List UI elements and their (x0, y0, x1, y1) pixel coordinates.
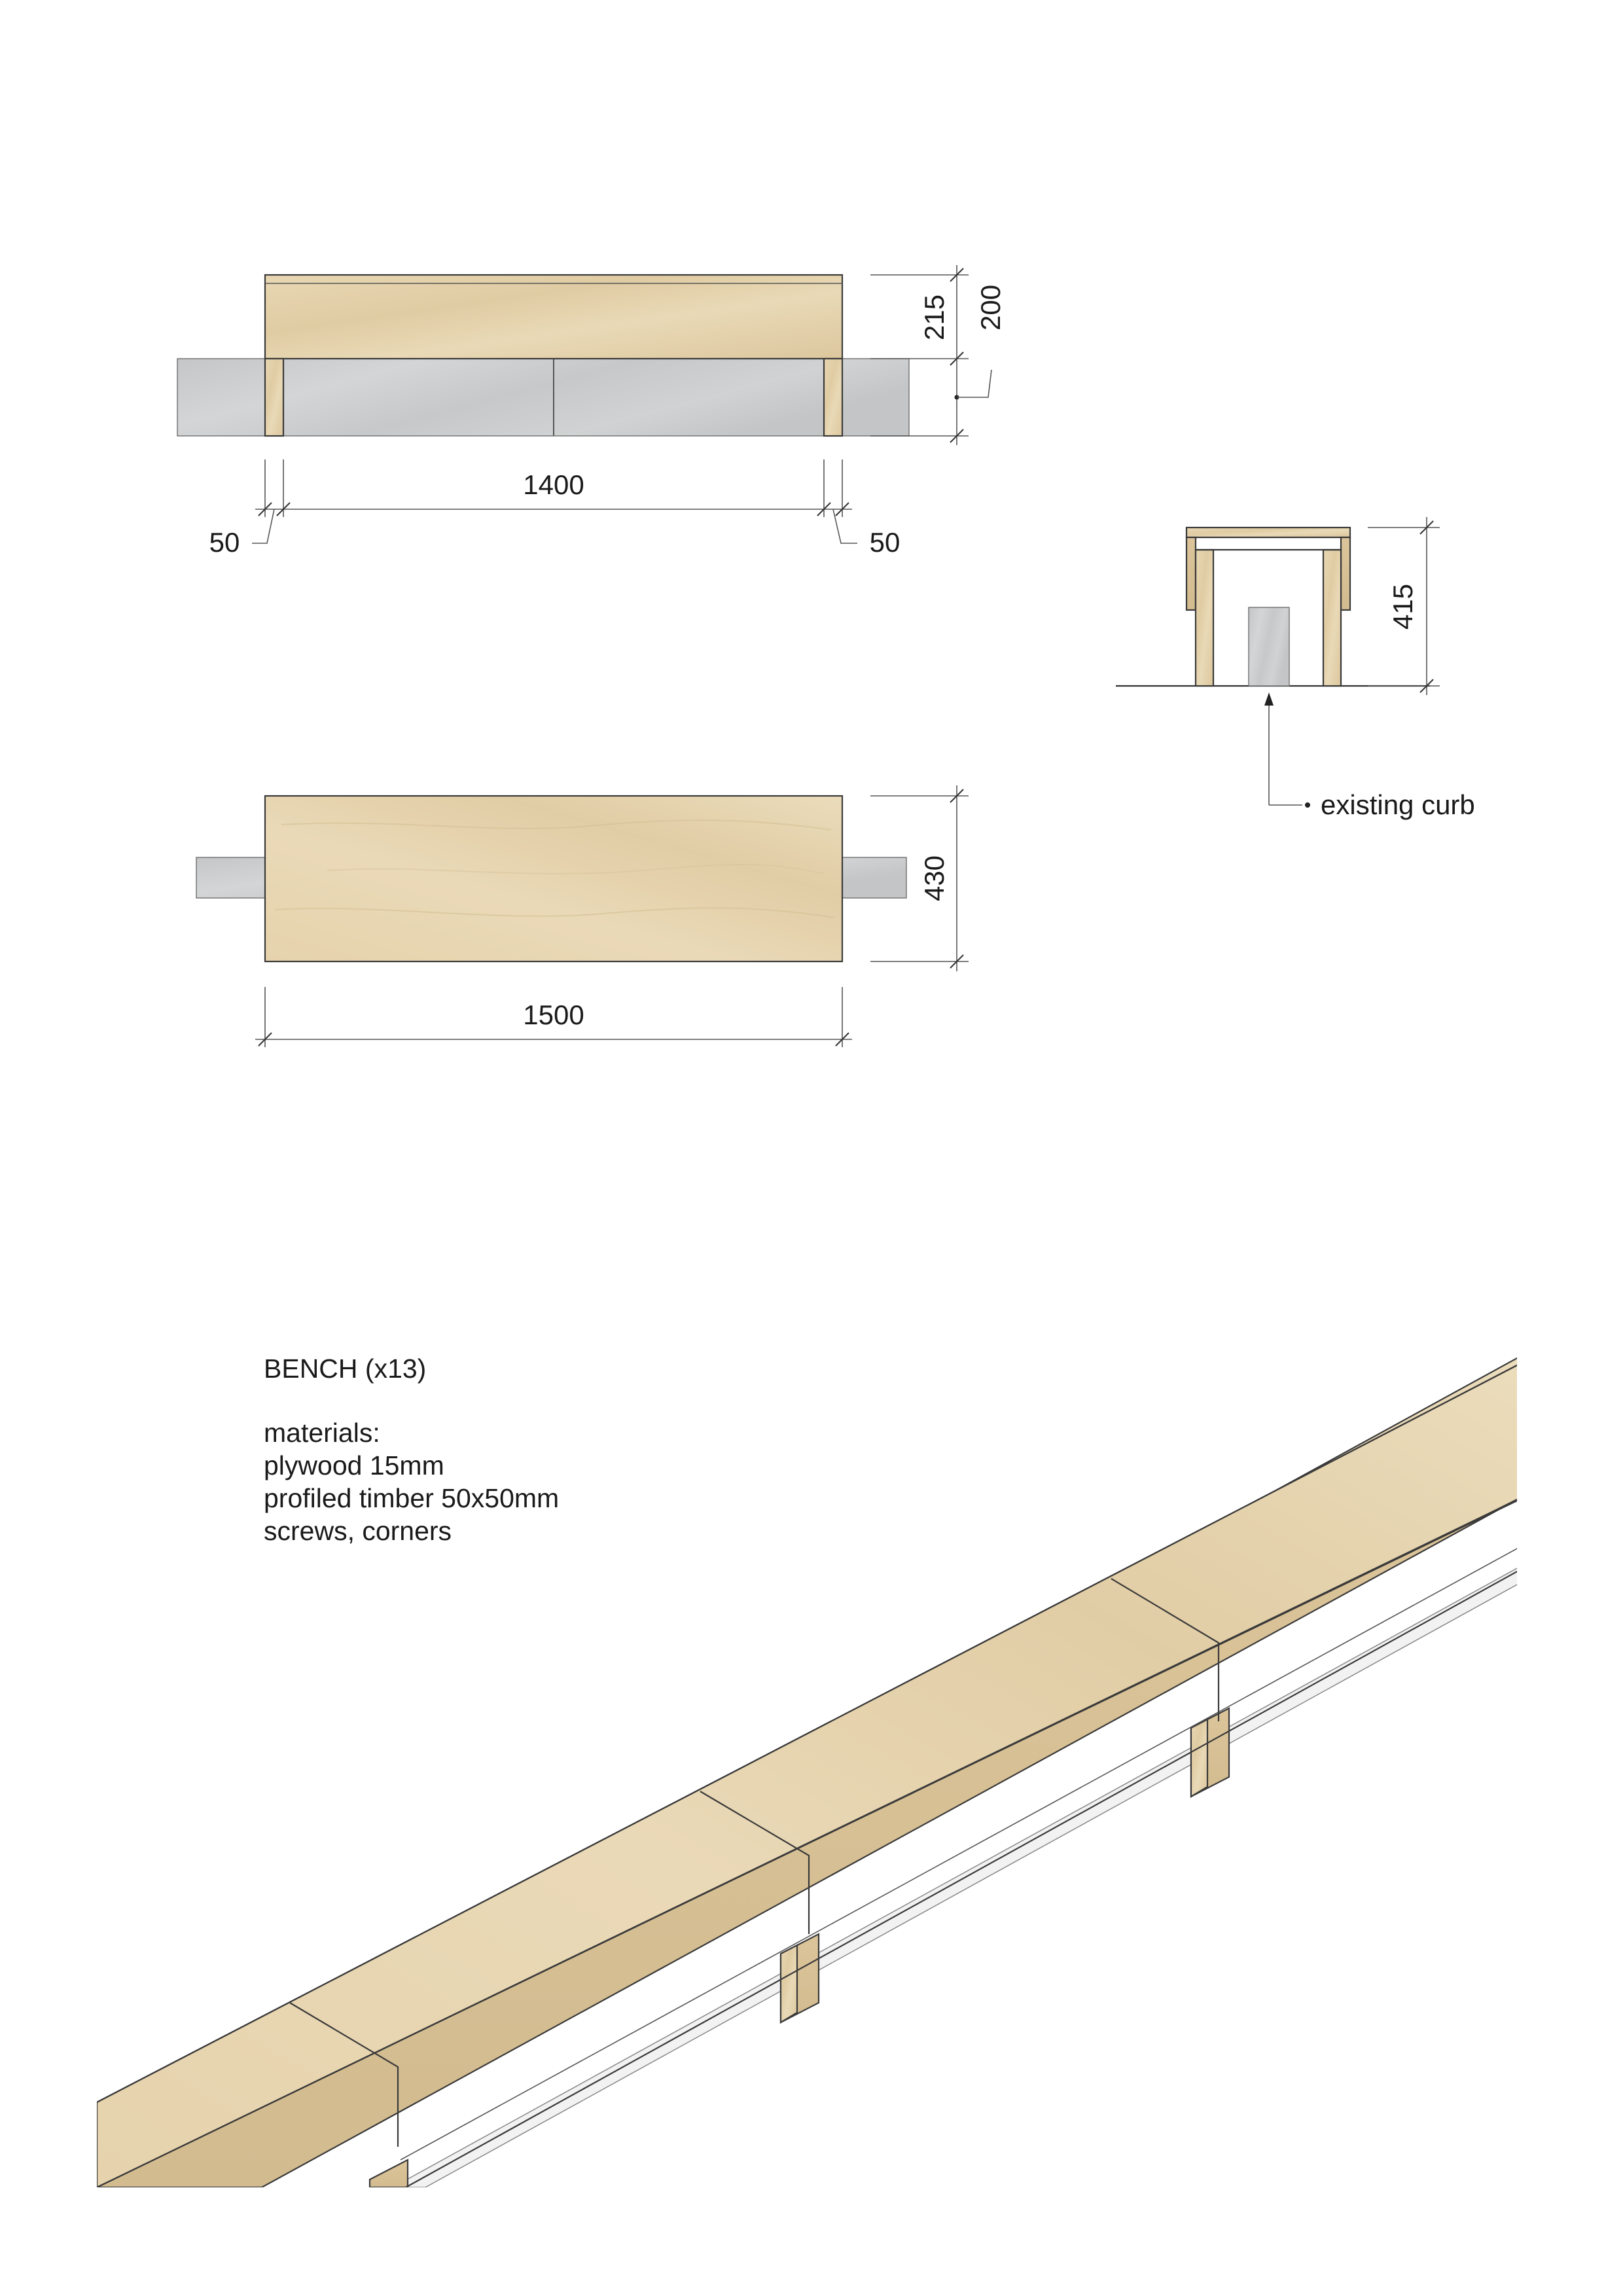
material-plywood: plywood 15mm (264, 1450, 444, 1480)
front-elevation (177, 265, 1006, 558)
material-screws: screws, corners (264, 1516, 452, 1546)
curb-section (1249, 607, 1289, 686)
materials-heading: materials: (264, 1418, 380, 1448)
leg-left-elevation (265, 359, 283, 436)
leg-left-section (1196, 550, 1213, 686)
seat-board-elevation (265, 275, 842, 359)
dim-leg-left: 50 (209, 527, 240, 558)
dim-seat-length: 1500 (523, 999, 584, 1030)
leg-axo-3 (370, 2160, 408, 2187)
skirt-right-section (1341, 537, 1350, 610)
leg-right-section (1323, 550, 1341, 686)
dim-seat-depth: 430 (919, 855, 950, 902)
plan-view (196, 785, 969, 1047)
dim-curb-height: 200 (975, 284, 1006, 331)
seat-plan (265, 796, 842, 961)
leg-right-elevation (824, 359, 842, 436)
side-section (1116, 517, 1475, 820)
skirt-left-section (1186, 537, 1196, 610)
axonometric-view (97, 1357, 1518, 2187)
dim-seat-height: 215 (919, 294, 950, 341)
existing-curb-label: existing curb (1321, 789, 1475, 820)
material-notes (264, 1354, 559, 1546)
notes-title: BENCH (x13) (264, 1354, 427, 1384)
dim-total-height: 415 (1387, 583, 1418, 630)
material-timber: profiled timber 50x50mm (264, 1483, 560, 1513)
dim-inner-length: 1400 (523, 469, 584, 500)
dim-leg-right: 50 (869, 527, 901, 558)
curb-elevation (177, 359, 909, 436)
seat-top-section (1186, 528, 1350, 537)
